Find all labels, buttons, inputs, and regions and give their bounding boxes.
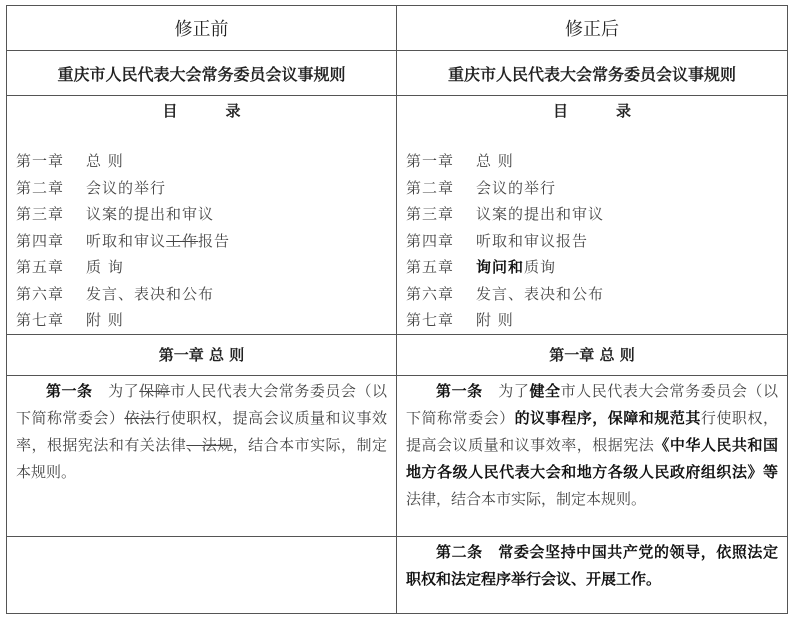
- header-row: [7, 6, 788, 51]
- article-paragraph: [397, 537, 787, 593]
- toc-item: 第二章 会议的举行: [406, 178, 557, 197]
- toc-before: [7, 96, 397, 335]
- article1-row: [7, 375, 788, 536]
- toc-item: 第五章 询问和质询: [406, 258, 557, 276]
- comparison-table: [6, 5, 788, 614]
- article-label: 第一条: [436, 381, 483, 400]
- toc-item: 第三章 议案的提出和审议: [16, 205, 215, 223]
- article2-after: [397, 536, 788, 613]
- header-after: 修正后: [397, 6, 788, 51]
- added-text: 的议事程序，保障和规范其: [514, 408, 701, 427]
- chapter-heading-after: 第一章 总 则: [397, 334, 788, 375]
- article-label: 第一条: [46, 381, 93, 400]
- toc-after: [397, 96, 788, 335]
- deleted-text: 保障: [139, 381, 171, 400]
- added-text: 健全: [529, 381, 561, 400]
- toc-row: [7, 96, 788, 335]
- chapter-heading-before: 第一章 总 则: [7, 334, 397, 375]
- article-paragraph: 第一条 为了保障市人民代表大会常务委员会（以下简称常委会）依法行使职权，提高会议质量和议事效率，根据宪法和有关法律、法规，结合本市实际，制定本规则。: [16, 381, 387, 481]
- toc-item: 第六章 发言、表决和公布: [406, 284, 605, 303]
- toc-item: 第六章 发言、表决和公布: [16, 284, 215, 303]
- toc-title: 目 录: [162, 102, 241, 120]
- toc-item: 第七章 附 则: [406, 311, 514, 329]
- toc-title: 目 录: [552, 102, 632, 120]
- toc-list-before: [7, 148, 396, 334]
- added-text: 询问和: [476, 258, 525, 276]
- article2-row: [7, 536, 788, 613]
- toc-item: 第一章 总 则: [406, 152, 514, 170]
- added-text: 《中华人民共和国地方各级人民代表大会和地方各级人民政府组织法》等: [406, 435, 778, 481]
- deleted-text: 工作: [166, 231, 199, 250]
- article-paragraph: 第一条 为了健全市人民代表大会常务委员会（以下简称常委会）的议事程序，保障和规范其行使职权，提高会议质量和议事效率，根据宪法《中华人民共和国地方各级人民代表大会和地方各级人民政府组织法》等法律，结合本市实际，制定本规则。: [406, 381, 778, 508]
- chapter-row: [7, 334, 788, 375]
- article-label: 第二条: [436, 542, 483, 561]
- toc-item: 第二章 会议的举行: [16, 178, 167, 197]
- header-before: 修正前: [7, 6, 397, 51]
- article1-after: [397, 375, 788, 536]
- toc-item: 第三章 议案的提出和审议: [406, 205, 605, 223]
- added-text: 常委会坚持中国共产党的领导，依照法定职权和法定程序举行会议、开展工作。: [406, 542, 778, 588]
- toc-item: 第一章 总 则: [16, 152, 124, 170]
- title-before: 重庆市人民代表大会常务委员会议事规则: [7, 51, 397, 96]
- title-row: [7, 51, 788, 96]
- article2-before: [7, 536, 397, 613]
- deleted-text: 、法规: [186, 435, 233, 454]
- toc-item: 第五章 质 询: [16, 258, 124, 276]
- deleted-text: 依法: [124, 408, 156, 427]
- toc-list-after: [397, 148, 787, 334]
- toc-item: 第七章 附 则: [16, 311, 124, 329]
- article1-before: [7, 375, 397, 536]
- title-after: 重庆市人民代表大会常务委员会议事规则: [397, 51, 788, 96]
- toc-item: 第四章 听取和审议报告: [406, 231, 589, 250]
- toc-item: 第四章 听取和审议工作报告: [16, 231, 231, 250]
